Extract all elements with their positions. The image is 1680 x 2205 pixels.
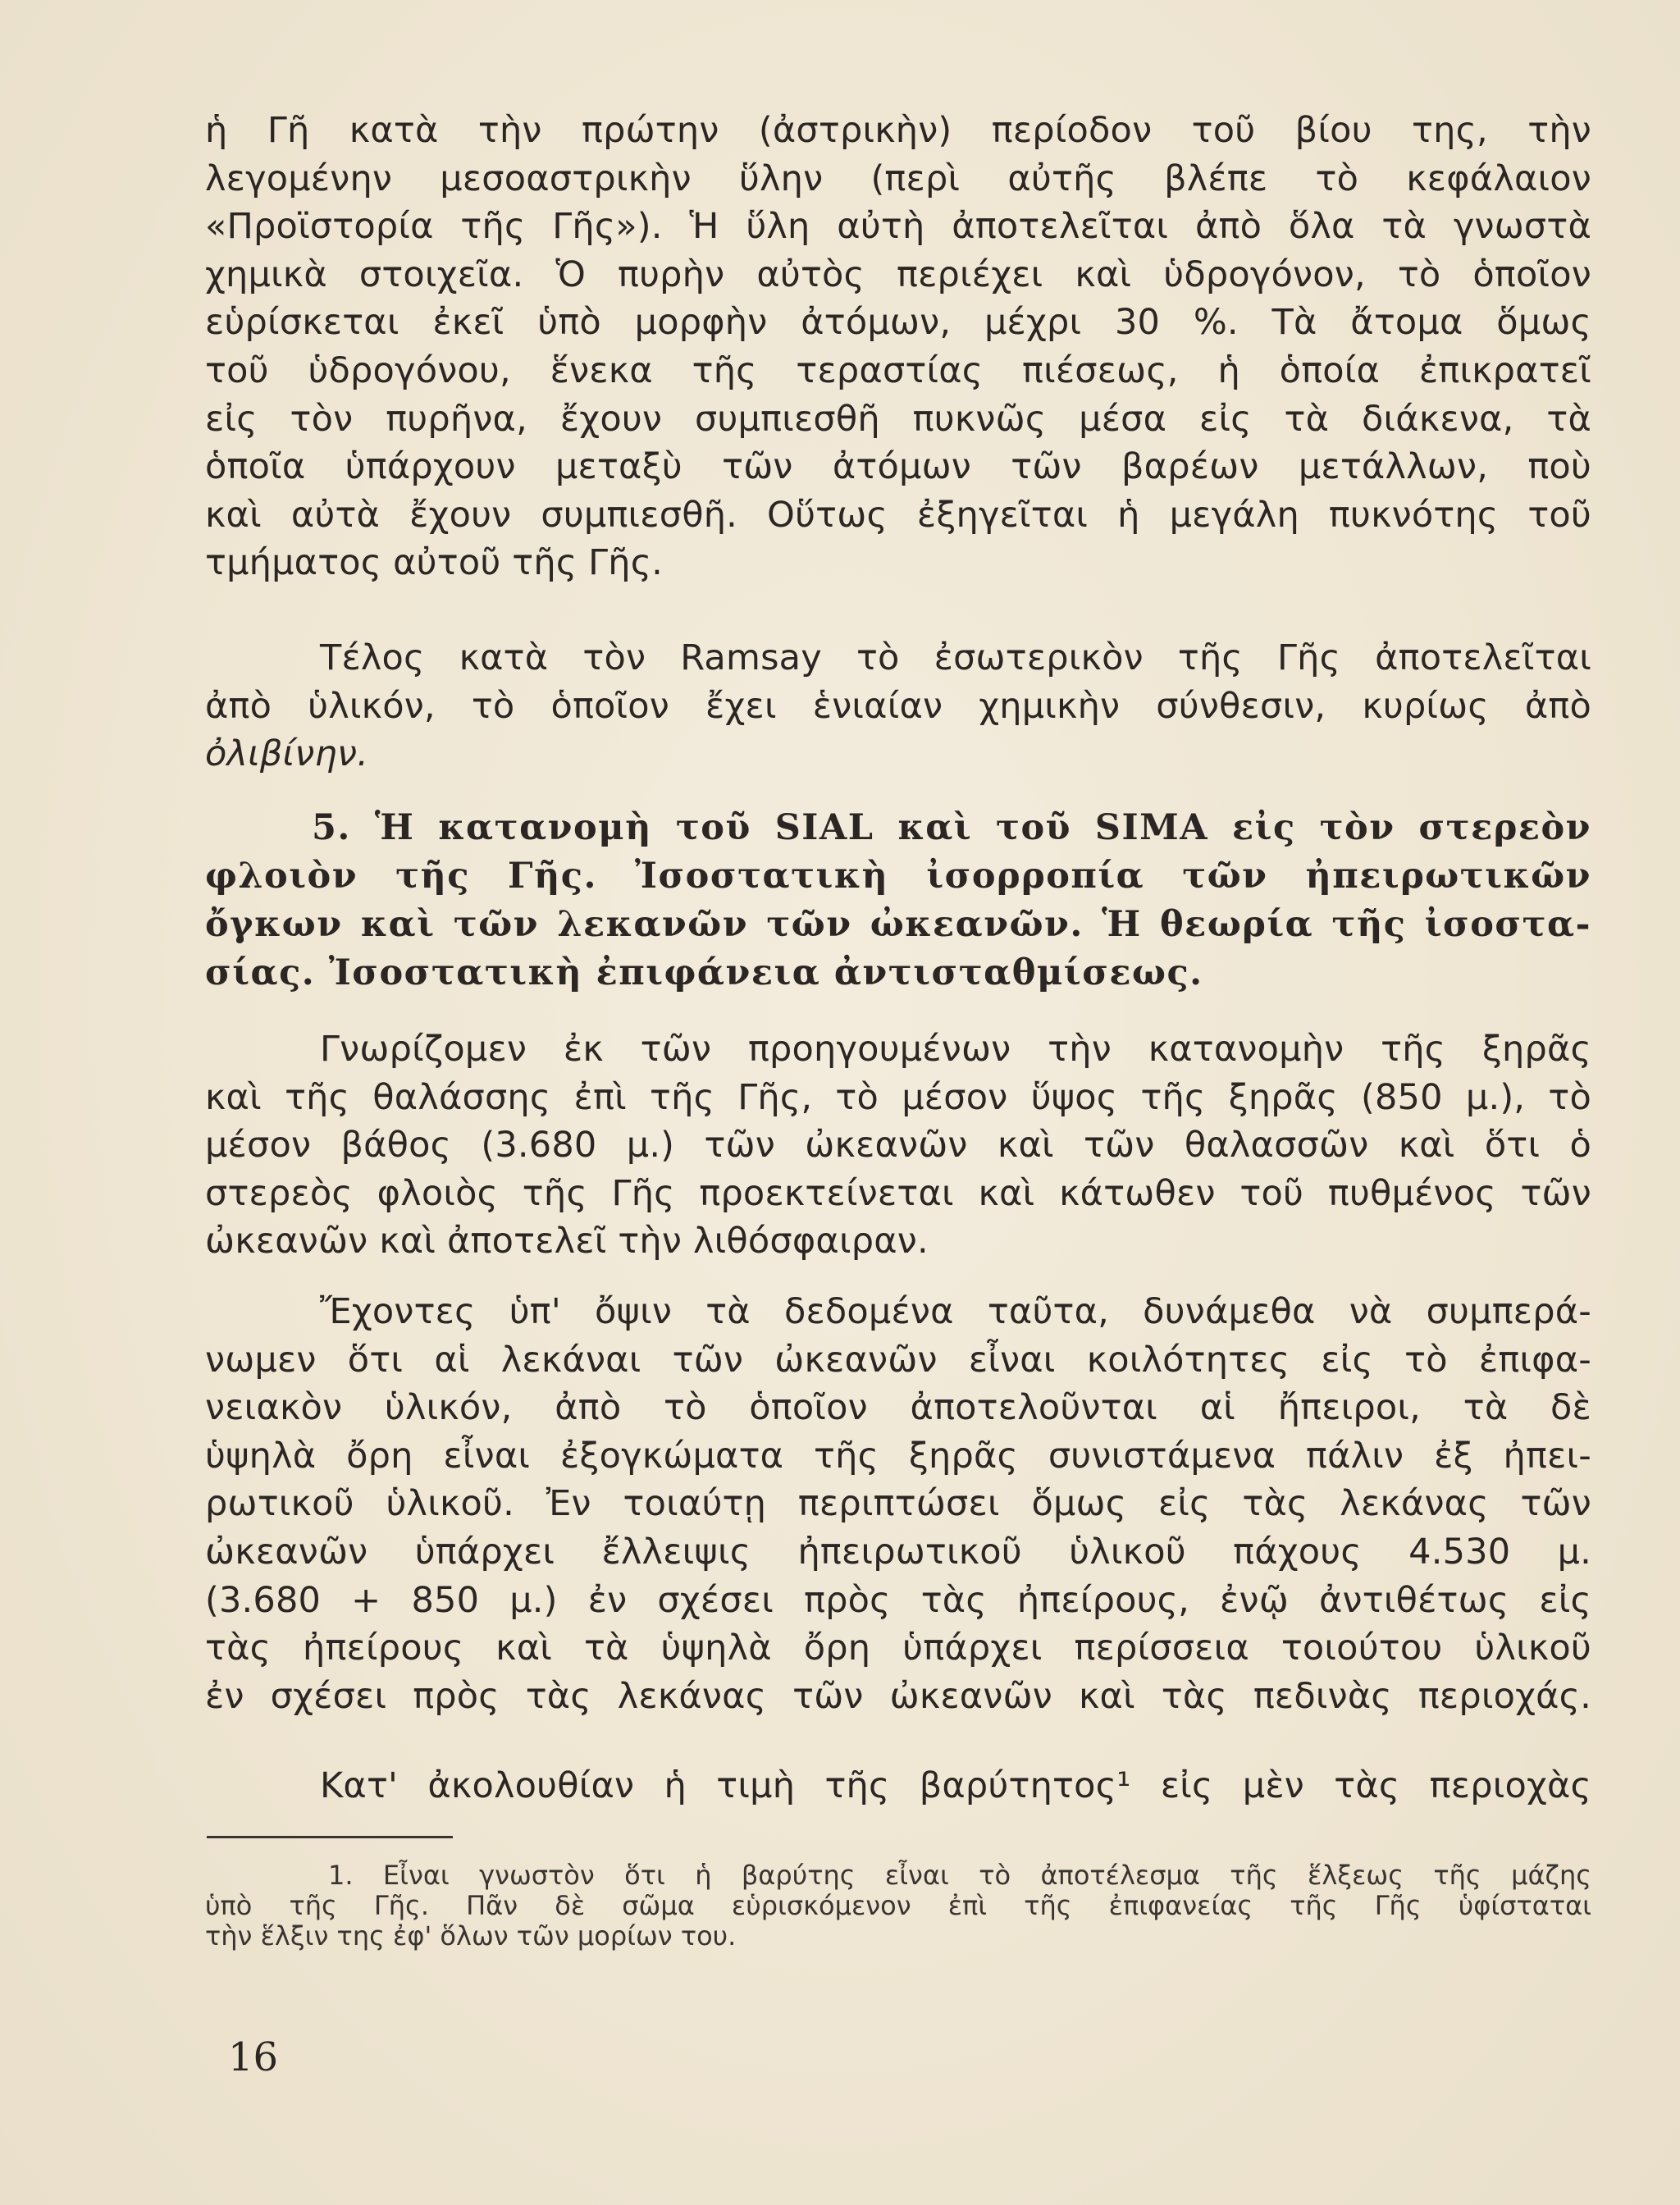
- heading-line: ὄγκων καὶ τῶν λεκανῶν τῶν ὠκεανῶν. Ἡ θεωρία τῆς ἰσοστα-: [205, 904, 1591, 945]
- text-line: μέσον βάθος (3.680 μ.) τῶν ὠκεανῶν καὶ τῶν θαλασσῶν καὶ ὅτι ὁ: [205, 1125, 1591, 1166]
- paragraph-3: [205, 1025, 1591, 1266]
- text-line: νωμεν ὅτι αἱ λεκάναι τῶν ὠκεανῶν εἶναι κοιλότητες εἰς τὸ ἐπιφα-: [205, 1339, 1591, 1381]
- text-line: νειακὸν ὑλικόν, ἀπὸ τὸ ὁποῖον ἀποτελοῦνται αἱ ἤπειροι, τὰ δὲ: [205, 1387, 1591, 1429]
- text-line: ὠκεανῶν ὑπάρχει ἔλλειψις ἠπειρωτικοῦ ὑλικοῦ πάχους 4.530 μ.: [205, 1531, 1591, 1573]
- text-line: «Προϊστορία τῆς Γῆς»). Ἡ ὕλη αὐτὴ ἀποτελεῖται ἀπὸ ὅλα τὰ γνωστὰ: [205, 206, 1591, 248]
- heading-line: φλοιὸν τῆς Γῆς. Ἰσοστατικὴ ἰσορροπία τῶν ἠπειρωτικῶν: [205, 856, 1591, 897]
- text-line: Κατ' ἀκολουθίαν ἡ τιμὴ τῆς βαρύτητος¹ εἰς μὲν τὰς περιοχὰς: [320, 1765, 1591, 1806]
- text-line: ρωτικοῦ ὑλικοῦ. Ἐν τοιαύτῃ περιπτώσει ὅμως εἰς τὰς λεκάνας τῶν: [205, 1483, 1591, 1525]
- heading-line: 5. Ἡ κατανομὴ τοῦ SIAL καὶ τοῦ SIMA εἰς τὸν στερεὸν: [312, 807, 1591, 848]
- text-line: εὑρίσκεται ἐκεῖ ὑπὸ μορφὴν ἀτόμων, μέχρι 30 %. Τὰ ἄτομα ὅμως: [205, 302, 1591, 344]
- footnote: [205, 1860, 1591, 1952]
- text-line: τὰς ἠπείρους καὶ τὰ ὑψηλὰ ὄρη ὑπάρχει περίσσεια τοιούτου ὑλικοῦ: [205, 1628, 1591, 1669]
- text-line: ὀλιβίνην.: [205, 733, 369, 775]
- paragraph-2: [205, 634, 1591, 778]
- footnote-line: ὑπὸ τῆς Γῆς. Πᾶν δὲ σῶμα εὑρισκόμενον ἐπὶ τῆς ἐπιφανείας τῆς Γῆς ὑφίσταται: [205, 1890, 1591, 1921]
- text-line: ἀπὸ ὑλικόν, τὸ ὁποῖον ἔχει ἑνιαίαν χημικὴν σύνθεσιν, κυρίως ἀπὸ: [205, 685, 1591, 727]
- footnote-line: 1. Εἶναι γνωστὸν ὅτι ἡ βαρύτης εἶναι τὸ ἀποτέλεσμα τῆς ἕλξεως τῆς μάζης: [328, 1860, 1591, 1891]
- text-line: στερεὸς φλοιὸς τῆς Γῆς προεκτείνεται καὶ κάτωθεν τοῦ πυθμένος τῶν: [205, 1172, 1591, 1214]
- page-number: 16: [228, 2034, 279, 2080]
- text-line: ἡ Γῆ κατὰ τὴν πρώτην (ἀστρικὴν) περίοδον τοῦ βίου της, τὴν: [205, 110, 1591, 151]
- text-line: χημικὰ στοιχεῖα. Ὁ πυρὴν αὐτὸς περιέχει καὶ ὑδρογόνον, τὸ ὁποῖον: [205, 253, 1591, 295]
- text-line: ὠκεανῶν καὶ ἀποτελεῖ τὴν λιθόσφαιραν.: [205, 1221, 929, 1262]
- text-line: τοῦ ὑδρογόνου, ἕνεκα τῆς τεραστίας πιέσεως, ἡ ὁποία ἐπικρατεῖ: [205, 349, 1591, 391]
- heading-line: σίας. Ἰσοστατικὴ ἐπιφάνεια ἀντισταθμίσεως.: [205, 952, 1203, 993]
- text-line: Τέλος κατὰ τὸν Ramsay τὸ ἐσωτερικὸν τῆς Γῆς ἀποτελεῖται: [320, 637, 1591, 678]
- text-line: (3.680 + 850 μ.) ἐν σχέσει πρὸς τὰς ἠπείρους, ἐνῷ ἀντιθέτως εἰς: [205, 1579, 1591, 1621]
- text-line: ὑψηλὰ ὄρη εἶναι ἐξογκώματα τῆς ξηρᾶς συνιστάμενα πάλιν ἐξ ἠπει-: [205, 1435, 1591, 1477]
- paragraph-1: [205, 107, 1591, 587]
- section-heading: [205, 804, 1591, 998]
- paragraph-4: [205, 1288, 1591, 1720]
- text-line: εἰς τὸν πυρῆνα, ἔχουν συμπιεσθῆ πυκνῶς μέσα εἰς τὰ διάκενα, τὰ: [205, 398, 1591, 440]
- text-line: ἐν σχέσει πρὸς τὰς λεκάνας τῶν ὠκεανῶν καὶ τὰς πεδινὰς περιοχάς.: [205, 1675, 1591, 1717]
- text-line: τμήματος αὐτοῦ τῆς Γῆς.: [205, 542, 664, 584]
- text-line: Ἔχοντες ὑπ' ὄψιν τὰ δεδομένα ταῦτα, δυνάμεθα νὰ συμπερά-: [320, 1291, 1591, 1332]
- footnote-separator: [207, 1836, 453, 1838]
- text-line: καὶ τῆς θαλάσσης ἐπὶ τῆς Γῆς, τὸ μέσον ὕψος τῆς ξηρᾶς (850 μ.), τὸ: [205, 1076, 1591, 1118]
- text-line: ὁποῖα ὑπάρχουν μεταξὺ τῶν ἀτόμων τῶν βαρέων μετάλλων, ποὺ: [205, 446, 1591, 488]
- text-line: καὶ αὐτὰ ἔχουν συμπιεσθῆ. Οὕτως ἐξηγεῖται ἡ μεγάλη πυκνότης τοῦ: [205, 494, 1591, 536]
- text-line: Γνωρίζομεν ἐκ τῶν προηγουμένων τὴν κατανομὴν τῆς ξηρᾶς: [320, 1029, 1591, 1070]
- footnote-line: τὴν ἕλξιν της ἐφ' ὅλων τῶν μορίων του.: [205, 1920, 737, 1952]
- text-line: λεγομένην μεσοαστρικὴν ὕλην (περὶ αὐτῆς βλέπε τὸ κεφάλαιον: [205, 158, 1591, 199]
- paragraph-5: [205, 1762, 1591, 1810]
